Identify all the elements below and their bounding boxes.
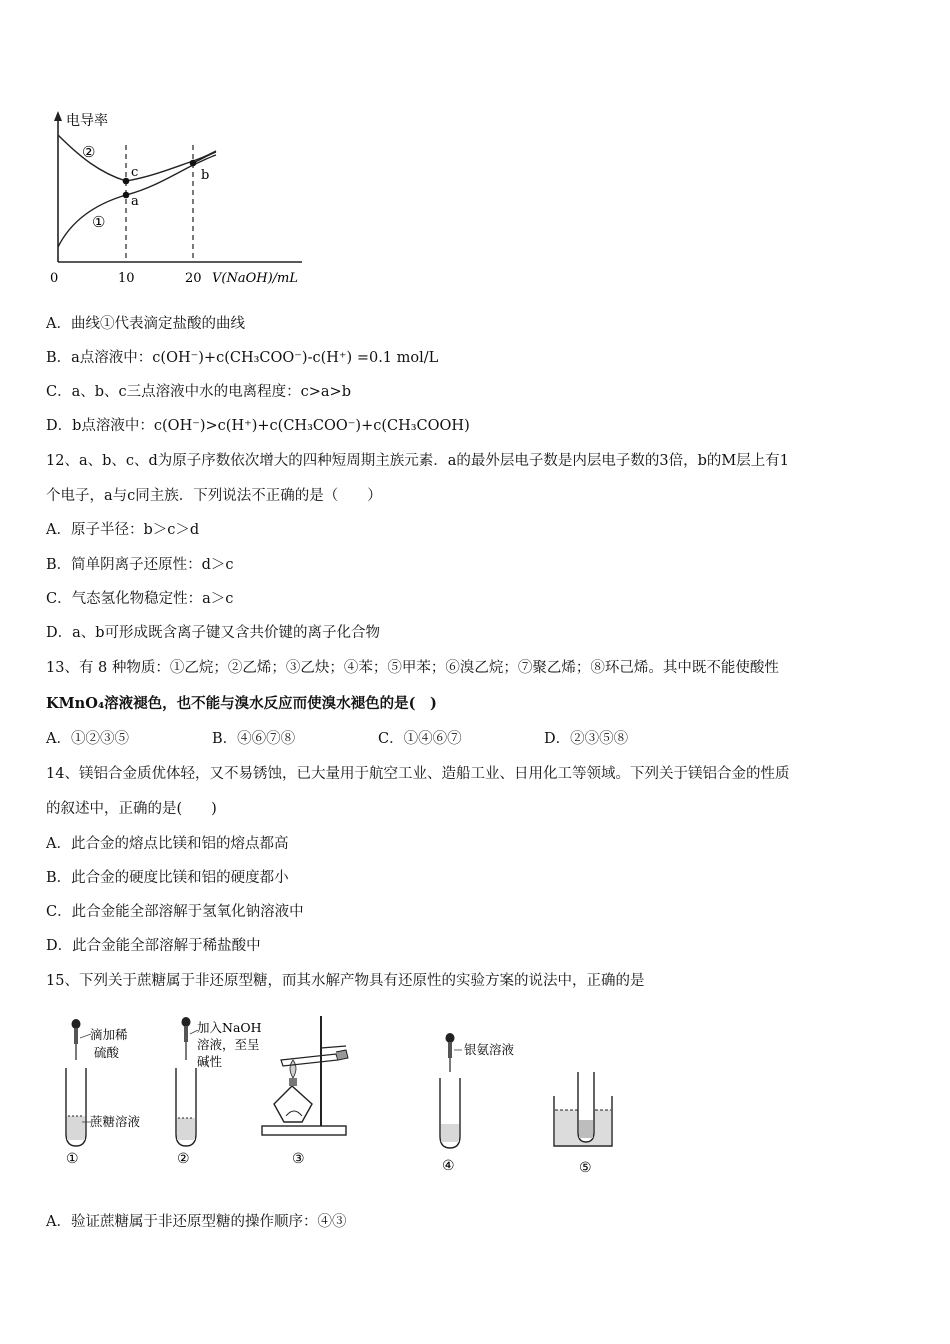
q15-option-a: A．验证蔗糖属于非还原型糖的操作顺序：④③ bbox=[46, 1214, 347, 1230]
tube1-reagent-line1: 滴加稀 bbox=[90, 1027, 128, 1042]
q13-option-a: A．①②③⑤ bbox=[46, 731, 129, 747]
q13-option-b: B．④⑥⑦⑧ bbox=[212, 731, 296, 747]
q14-stem-line1: 14、镁铝合金质优体轻，又不易锈蚀，已大量用于航空工业、造船工业、日用化工等领域。下列关于镁铝合金的性质 bbox=[46, 766, 790, 782]
q12-stem-line1: 12、a、b、c、d为原子序数依次增大的四种短周期主族元素．a的最外层电子数是内层电子数的3倍，b的M层上有1 bbox=[46, 453, 790, 469]
point-b bbox=[190, 160, 197, 167]
q14-option-a: A．此合金的熔点比镁和铝的熔点都高 bbox=[46, 836, 289, 852]
step-4-number: ④ bbox=[442, 1158, 455, 1174]
heating-apparatus bbox=[262, 1016, 348, 1135]
point-a-label: a bbox=[131, 194, 139, 209]
q12-option-d: D．a、b可形成既含离子键又含共价键的离子化合物 bbox=[46, 625, 381, 641]
point-c bbox=[123, 178, 130, 185]
sugar-experiment-figure bbox=[46, 1008, 626, 1188]
tube2-label-line1: 加入NaOH bbox=[197, 1020, 262, 1035]
q13-option-d: D．②③⑤⑧ bbox=[544, 731, 629, 747]
tube2-label-line3: 碱性 bbox=[197, 1054, 223, 1069]
q15-stem: 15、下列关于蔗糖属于非还原型糖，而其水解产物具有还原性的实验方案的说法中，正确的是 bbox=[46, 973, 645, 989]
x-axis-label: V(NaOH)/mL bbox=[212, 271, 298, 286]
tick-20: 20 bbox=[185, 271, 202, 286]
q13-stem-line2: KMnO₄溶液褪色，也不能与溴水反应而使溴水褪色的是( ) bbox=[46, 695, 437, 712]
q11-option-d: D．b点溶液中：c(OH⁻)>c(H⁺)+c(CH₃COO⁻)+c(CH₃COOH) bbox=[46, 418, 470, 434]
tube-2 bbox=[176, 1017, 198, 1146]
q11-option-a: A．曲线①代表滴定盐酸的曲线 bbox=[46, 316, 245, 332]
q14-option-c: C．此合金能全部溶解于氢氧化钠溶液中 bbox=[46, 904, 304, 920]
conductivity-graph bbox=[40, 105, 340, 295]
q13-stem-line1: 13、有 8 种物质：①乙烷；②乙烯；③乙炔；④苯；⑤甲苯；⑥溴乙烷；⑦聚乙烯；⑧环己烯。其中既不能使酸性 bbox=[46, 660, 779, 676]
q14-option-b: B．此合金的硬度比镁和铝的硬度都小 bbox=[46, 870, 289, 886]
tube-4 bbox=[440, 1033, 462, 1148]
point-a bbox=[123, 192, 130, 199]
curve-1-label: ① bbox=[92, 213, 106, 231]
step-1-number: ① bbox=[66, 1151, 79, 1167]
tube-1 bbox=[66, 1019, 91, 1146]
tube1-solution-label: 蔗糖溶液 bbox=[90, 1114, 141, 1129]
y-axis-label: 电导率 bbox=[66, 113, 108, 129]
step-2-number: ② bbox=[177, 1151, 190, 1167]
q11-option-b: B．a点溶液中：c(OH⁻)+c(CH₃COO⁻)-c(H⁺) =0.1 mol/L bbox=[46, 350, 439, 366]
q14-stem-line2: 的叙述中，正确的是( ) bbox=[46, 801, 217, 817]
q12-stem-line2: 个电子，a与c同主族．下列说法不正确的是（ ） bbox=[46, 488, 382, 504]
q12-option-b: B．简单阴离子还原性：d＞c bbox=[46, 557, 234, 573]
tube4-reagent-label: 银氨溶液 bbox=[464, 1042, 515, 1057]
q14-option-d: D．此合金能全部溶解于稀盐酸中 bbox=[46, 938, 261, 954]
q12-option-c: C．气态氢化物稳定性：a＞c bbox=[46, 591, 234, 607]
tick-10: 10 bbox=[118, 271, 135, 286]
water-bath-beaker bbox=[554, 1072, 612, 1146]
curve-2-tail bbox=[193, 152, 216, 163]
tube1-reagent-line2: 硫酸 bbox=[94, 1045, 120, 1060]
point-b-label: b bbox=[201, 168, 210, 183]
step-3-number: ③ bbox=[292, 1151, 305, 1167]
curve-2-label: ② bbox=[82, 143, 96, 161]
q13-options-row bbox=[46, 727, 628, 748]
y-axis-arrow bbox=[54, 111, 62, 121]
q12-option-a: A．原子半径：b＞c＞d bbox=[46, 522, 200, 538]
tick-0: 0 bbox=[50, 271, 59, 286]
q11-option-c: C．a、b、c三点溶液中水的电离程度：c>a>b bbox=[46, 384, 351, 400]
tube2-label-line2: 溶液，至呈 bbox=[197, 1037, 260, 1052]
point-c-label: c bbox=[131, 165, 139, 180]
step-5-number: ⑤ bbox=[579, 1160, 592, 1176]
q13-option-c: C．①④⑥⑦ bbox=[378, 731, 462, 747]
